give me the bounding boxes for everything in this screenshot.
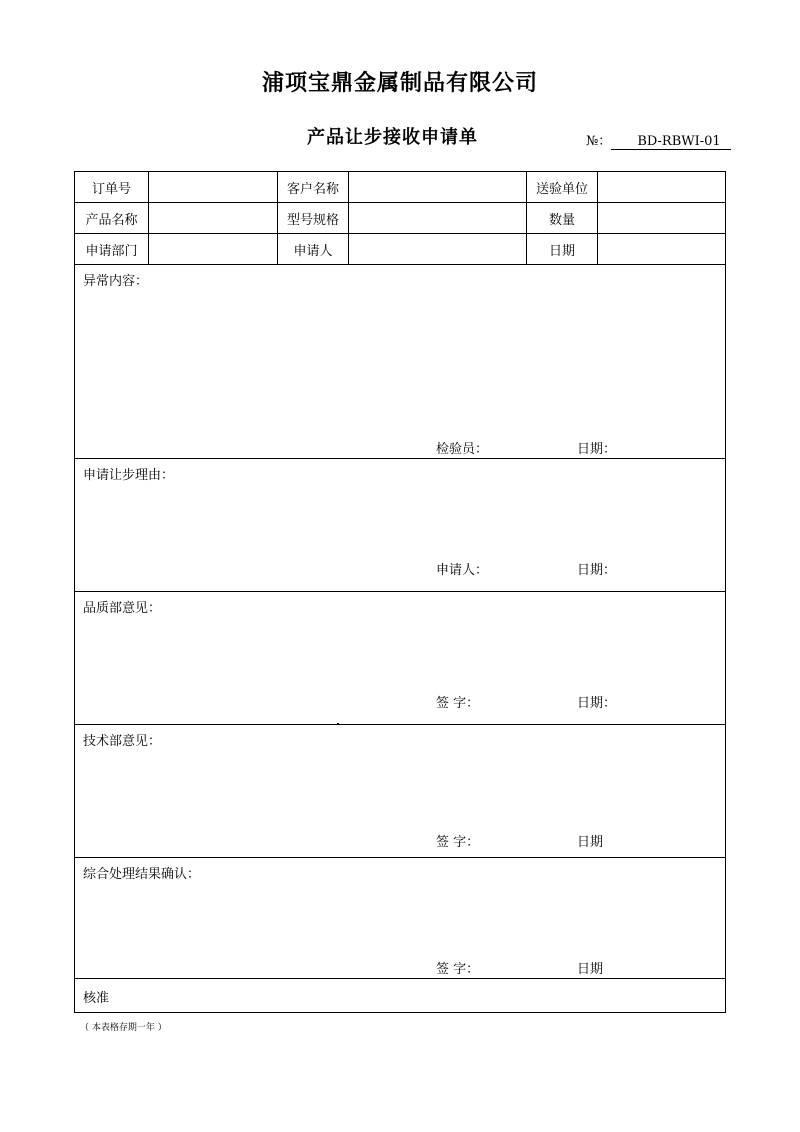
date-label: 日期 [527, 234, 598, 264]
company-name: 浦项宝鼎金属制品有限公司 [261, 71, 538, 96]
model-spec-label: 型号规格 [278, 203, 349, 233]
document-number [586, 130, 731, 150]
stray-dot [337, 723, 339, 725]
department-field[interactable] [149, 234, 278, 264]
quantity-field[interactable] [598, 203, 725, 233]
quality-dept-section[interactable] [75, 592, 725, 725]
quality-dept-label: 品质部意见： [83, 601, 162, 616]
applicant-date-label: 日期： [577, 563, 617, 578]
abnormal-content-section[interactable] [75, 265, 725, 459]
inspector-date-label: 日期： [577, 442, 617, 457]
technical-dept-section[interactable] [75, 725, 725, 858]
product-name-field[interactable] [149, 203, 278, 233]
quantity-label: 数量 [527, 203, 598, 233]
customer-name-field[interactable] [349, 172, 527, 202]
applicant-sign-label: 申请人： [436, 563, 489, 578]
technical-date-label: 日期 [577, 835, 604, 850]
abnormal-content-label: 异常内容： [83, 274, 149, 289]
info-row [75, 172, 725, 203]
customer-name-label: 客户名称 [278, 172, 349, 202]
department-label: 申请部门 [75, 234, 149, 264]
approval-section[interactable] [75, 979, 725, 1012]
result-confirmation-section[interactable] [75, 858, 725, 979]
applicant-field[interactable] [349, 234, 527, 264]
result-date-label: 日期 [577, 962, 604, 977]
result-sign-label: 签 字： [436, 962, 480, 977]
applicant-label: 申请人 [278, 234, 349, 264]
date-field[interactable] [598, 234, 725, 264]
document-number-value: BD-RBWI-01 [611, 135, 730, 150]
inspector-sign-label: 检验员： [436, 442, 489, 457]
quality-sign-label: 签 字： [436, 696, 480, 711]
document-number-label: №： [586, 134, 612, 149]
product-name-label: 产品名称 [75, 203, 149, 233]
order-number-field[interactable] [149, 172, 278, 202]
concession-reason-label: 申请让步理由： [83, 468, 175, 483]
info-row [75, 234, 725, 265]
inspection-unit-field[interactable] [598, 172, 725, 202]
technical-sign-label: 签 字： [436, 835, 480, 850]
technical-dept-label: 技术部意见： [83, 734, 162, 749]
form-title: 产品让步接收申请单 [307, 127, 478, 148]
concession-reason-section[interactable] [75, 459, 725, 592]
quality-date-label: 日期： [577, 696, 617, 711]
retention-note: （ 本表格存期一年 ） [80, 1023, 167, 1033]
application-form [74, 171, 726, 1013]
inspection-unit-label: 送验单位 [527, 172, 598, 202]
order-number-label: 订单号 [75, 172, 149, 202]
result-confirmation-label: 综合处理结果确认： [83, 867, 201, 882]
model-spec-field[interactable] [349, 203, 527, 233]
info-row [75, 203, 725, 234]
approval-label: 核准 [83, 991, 110, 1006]
